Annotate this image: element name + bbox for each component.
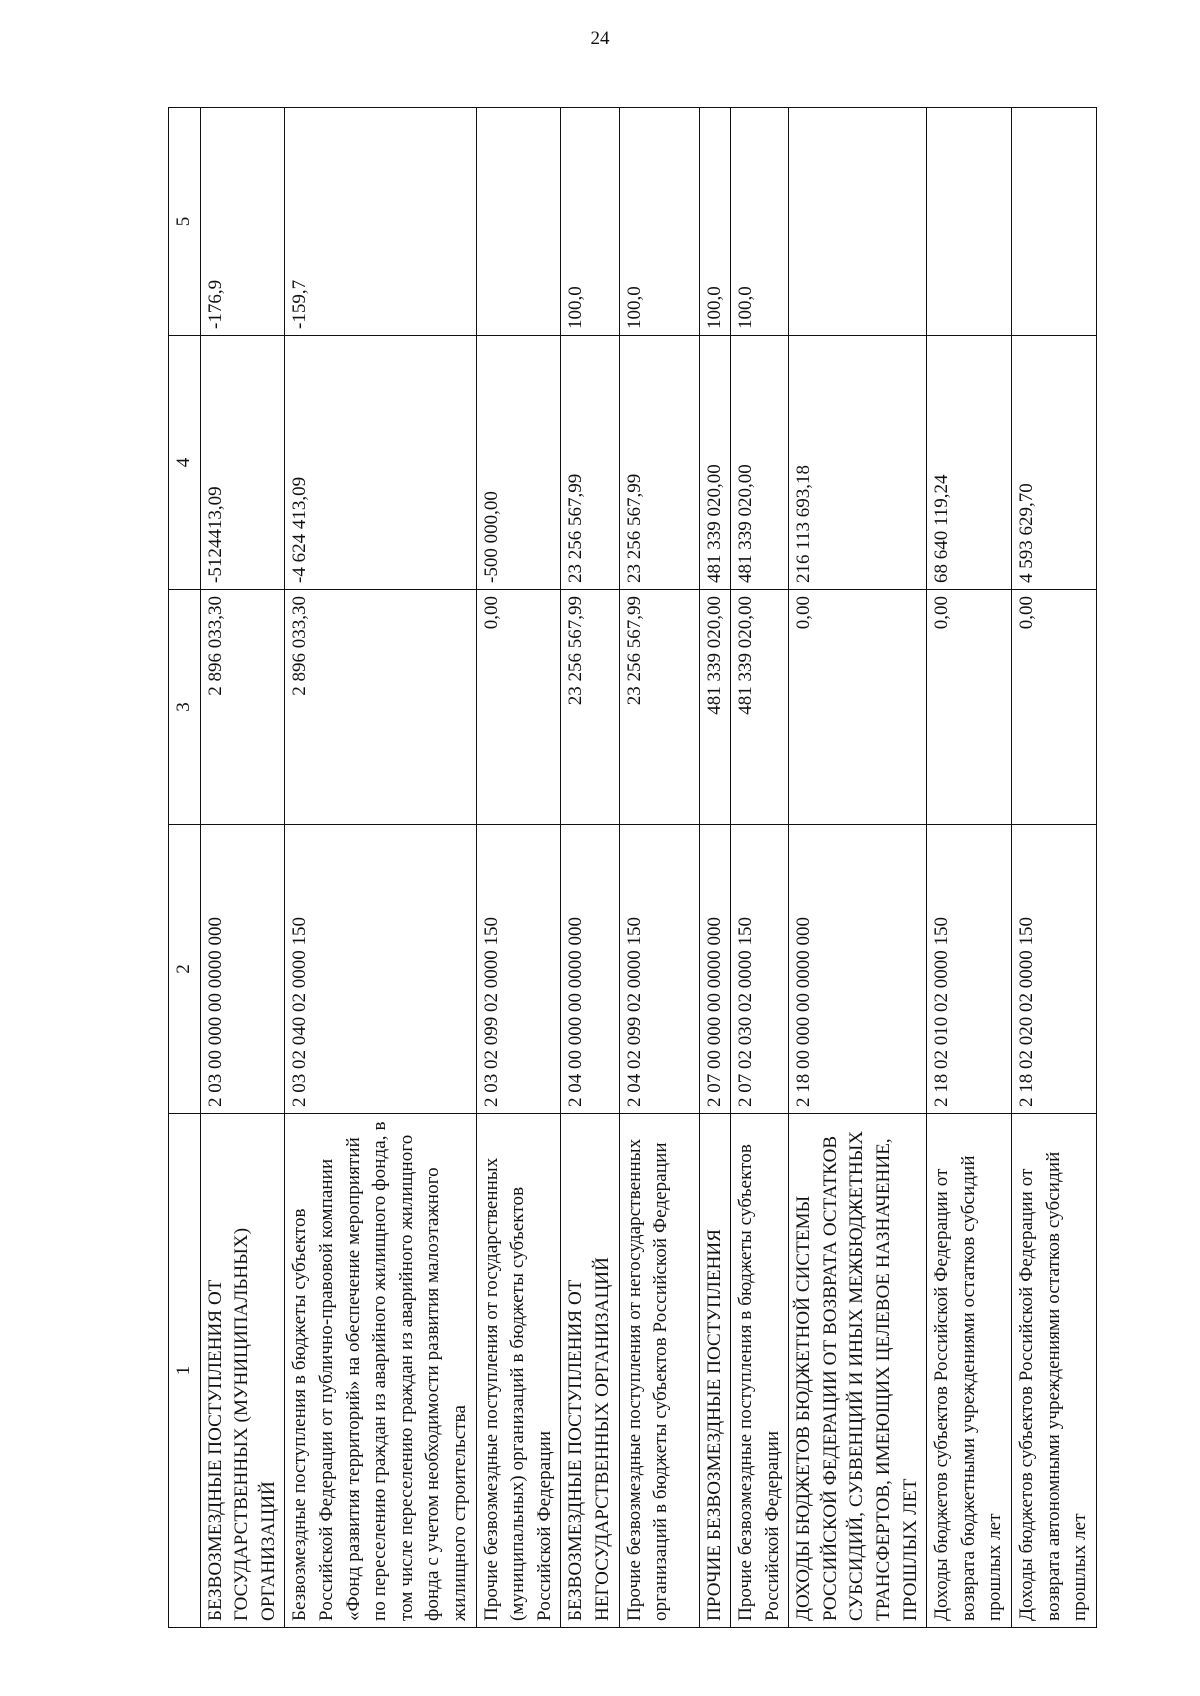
row-name: Безвозмездные поступления в бюджеты субъектов Российской Федерации от публично-правовой компании «Фонд развития территорий» на обеспечение мероприятий по переселению граждан из аварийного жилищного фонда, в том числе переселению граждан из аварийного жилищного фонда с учетом необходимости развития малоэтажного жилищного строительства (285, 1114, 476, 1628)
row-col4: 68 640 119,24 (927, 336, 1012, 590)
row-col4: 23 256 567,99 (561, 336, 619, 590)
row-col3: 481 339 020,00 (699, 590, 731, 825)
row-col3: 23 256 567,99 (561, 590, 619, 825)
row-code: 2 03 02 040 02 0000 150 (285, 825, 476, 1114)
row-name: Прочие безвозмездные поступления от негосударственных организаций в бюджеты субъектов Российской Федерации (619, 1114, 699, 1628)
row-code: 2 03 02 099 02 0000 150 (476, 825, 561, 1114)
table-row (1012, 108, 1097, 1628)
row-code: 2 04 00 000 00 0000 000 (561, 825, 619, 1114)
table-row (285, 108, 476, 1628)
table-row (927, 108, 1012, 1628)
rotated-table-container (168, 108, 1091, 1628)
row-col3: 0,00 (789, 590, 927, 825)
page-number: 24 (590, 28, 610, 49)
row-col5 (927, 108, 1012, 336)
row-col3: 23 256 567,99 (619, 590, 699, 825)
table-row (200, 108, 285, 1628)
row-col4: 481 339 020,00 (731, 336, 789, 590)
row-name: ПРОЧИЕ БЕЗВОЗМЕЗДНЫЕ ПОСТУПЛЕНИЯ (699, 1114, 731, 1628)
header-cell-4: 4 (169, 336, 201, 590)
row-code: 2 04 02 099 02 0000 150 (619, 825, 699, 1114)
row-col5: -176,9 (200, 108, 285, 336)
row-code: 2 03 00 000 00 0000 000 (200, 825, 285, 1114)
row-name: Доходы бюджетов субъектов Российской Федерации от возврата бюджетными учреждениями остатков субсидий прошлых лет (927, 1114, 1012, 1628)
row-col4: 216 113 693,18 (789, 336, 927, 590)
row-col4: -500 000,00 (476, 336, 561, 590)
row-col3: 0,00 (927, 590, 1012, 825)
row-col4: 4 593 629,70 (1012, 336, 1097, 590)
row-col4: -5124413,09 (200, 336, 285, 590)
table-row (619, 108, 699, 1628)
header-cell-5: 5 (169, 108, 201, 336)
row-col3: 2 896 033,30 (285, 590, 476, 825)
row-col3: 2 896 033,30 (200, 590, 285, 825)
table-row (476, 108, 561, 1628)
table-row (789, 108, 927, 1628)
row-col5: 100,0 (619, 108, 699, 336)
row-col4: 23 256 567,99 (619, 336, 699, 590)
row-col5: 100,0 (699, 108, 731, 336)
row-code: 2 18 02 010 02 0000 150 (927, 825, 1012, 1114)
row-name: ДОХОДЫ БЮДЖЕТОВ БЮДЖЕТНОЙ СИСТЕМЫ РОССИЙСКОЙ ФЕДЕРАЦИИ ОТ ВОЗВРАТА ОСТАТКОВ СУБСИДИЙ, СУБВЕНЦИЙ И ИНЫХ МЕЖБЮДЖЕТНЫХ ТРАНСФЕРТОВ, ИМЕЮЩИХ ЦЕЛЕВОЕ НАЗНАЧЕНИЕ, ПРОШЛЫХ ЛЕТ (789, 1114, 927, 1628)
row-col5 (476, 108, 561, 336)
row-code: 2 18 00 000 00 0000 000 (789, 825, 927, 1114)
row-name: Прочие безвозмездные поступления в бюджеты субъектов Российской Федерации (731, 1114, 789, 1628)
row-col5 (1012, 108, 1097, 336)
row-col4: -4 624 413,09 (285, 336, 476, 590)
table-row (731, 108, 789, 1628)
row-code: 2 18 02 020 02 0000 150 (1012, 825, 1097, 1114)
row-code: 2 07 02 030 02 0000 150 (731, 825, 789, 1114)
row-col5: -159,7 (285, 108, 476, 336)
row-col3: 0,00 (476, 590, 561, 825)
row-col4: 481 339 020,00 (699, 336, 731, 590)
table-row (561, 108, 619, 1628)
table-row (699, 108, 731, 1628)
header-row (169, 108, 201, 1628)
row-col3: 481 339 020,00 (731, 590, 789, 825)
row-name: Прочие безвозмездные поступления от государственных (муниципальных) организаций в бюджеты субъектов Российской Федерации (476, 1114, 561, 1628)
row-col5: 100,0 (561, 108, 619, 336)
row-col5: 100,0 (731, 108, 789, 336)
header-cell-2: 2 (169, 825, 201, 1114)
row-col5 (789, 108, 927, 336)
row-name: БЕЗВОЗМЕЗДНЫЕ ПОСТУПЛЕНИЯ ОТ ГОСУДАРСТВЕННЫХ (МУНИЦИПАЛЬНЫХ) ОРГАНИЗАЦИЙ (200, 1114, 285, 1628)
row-name: Доходы бюджетов субъектов Российской Федерации от возврата автономными учреждениями остатков субсидий прошлых лет (1012, 1114, 1097, 1628)
row-name: БЕЗВОЗМЕЗДНЫЕ ПОСТУПЛЕНИЯ ОТ НЕГОСУДАРСТВЕННЫХ ОРГАНИЗАЦИЙ (561, 1114, 619, 1628)
revenue-table (168, 107, 1097, 1628)
row-col3: 0,00 (1012, 590, 1097, 825)
row-code: 2 07 00 000 00 0000 000 (699, 825, 731, 1114)
header-cell-3: 3 (169, 590, 201, 825)
header-cell-1: 1 (169, 1114, 201, 1628)
